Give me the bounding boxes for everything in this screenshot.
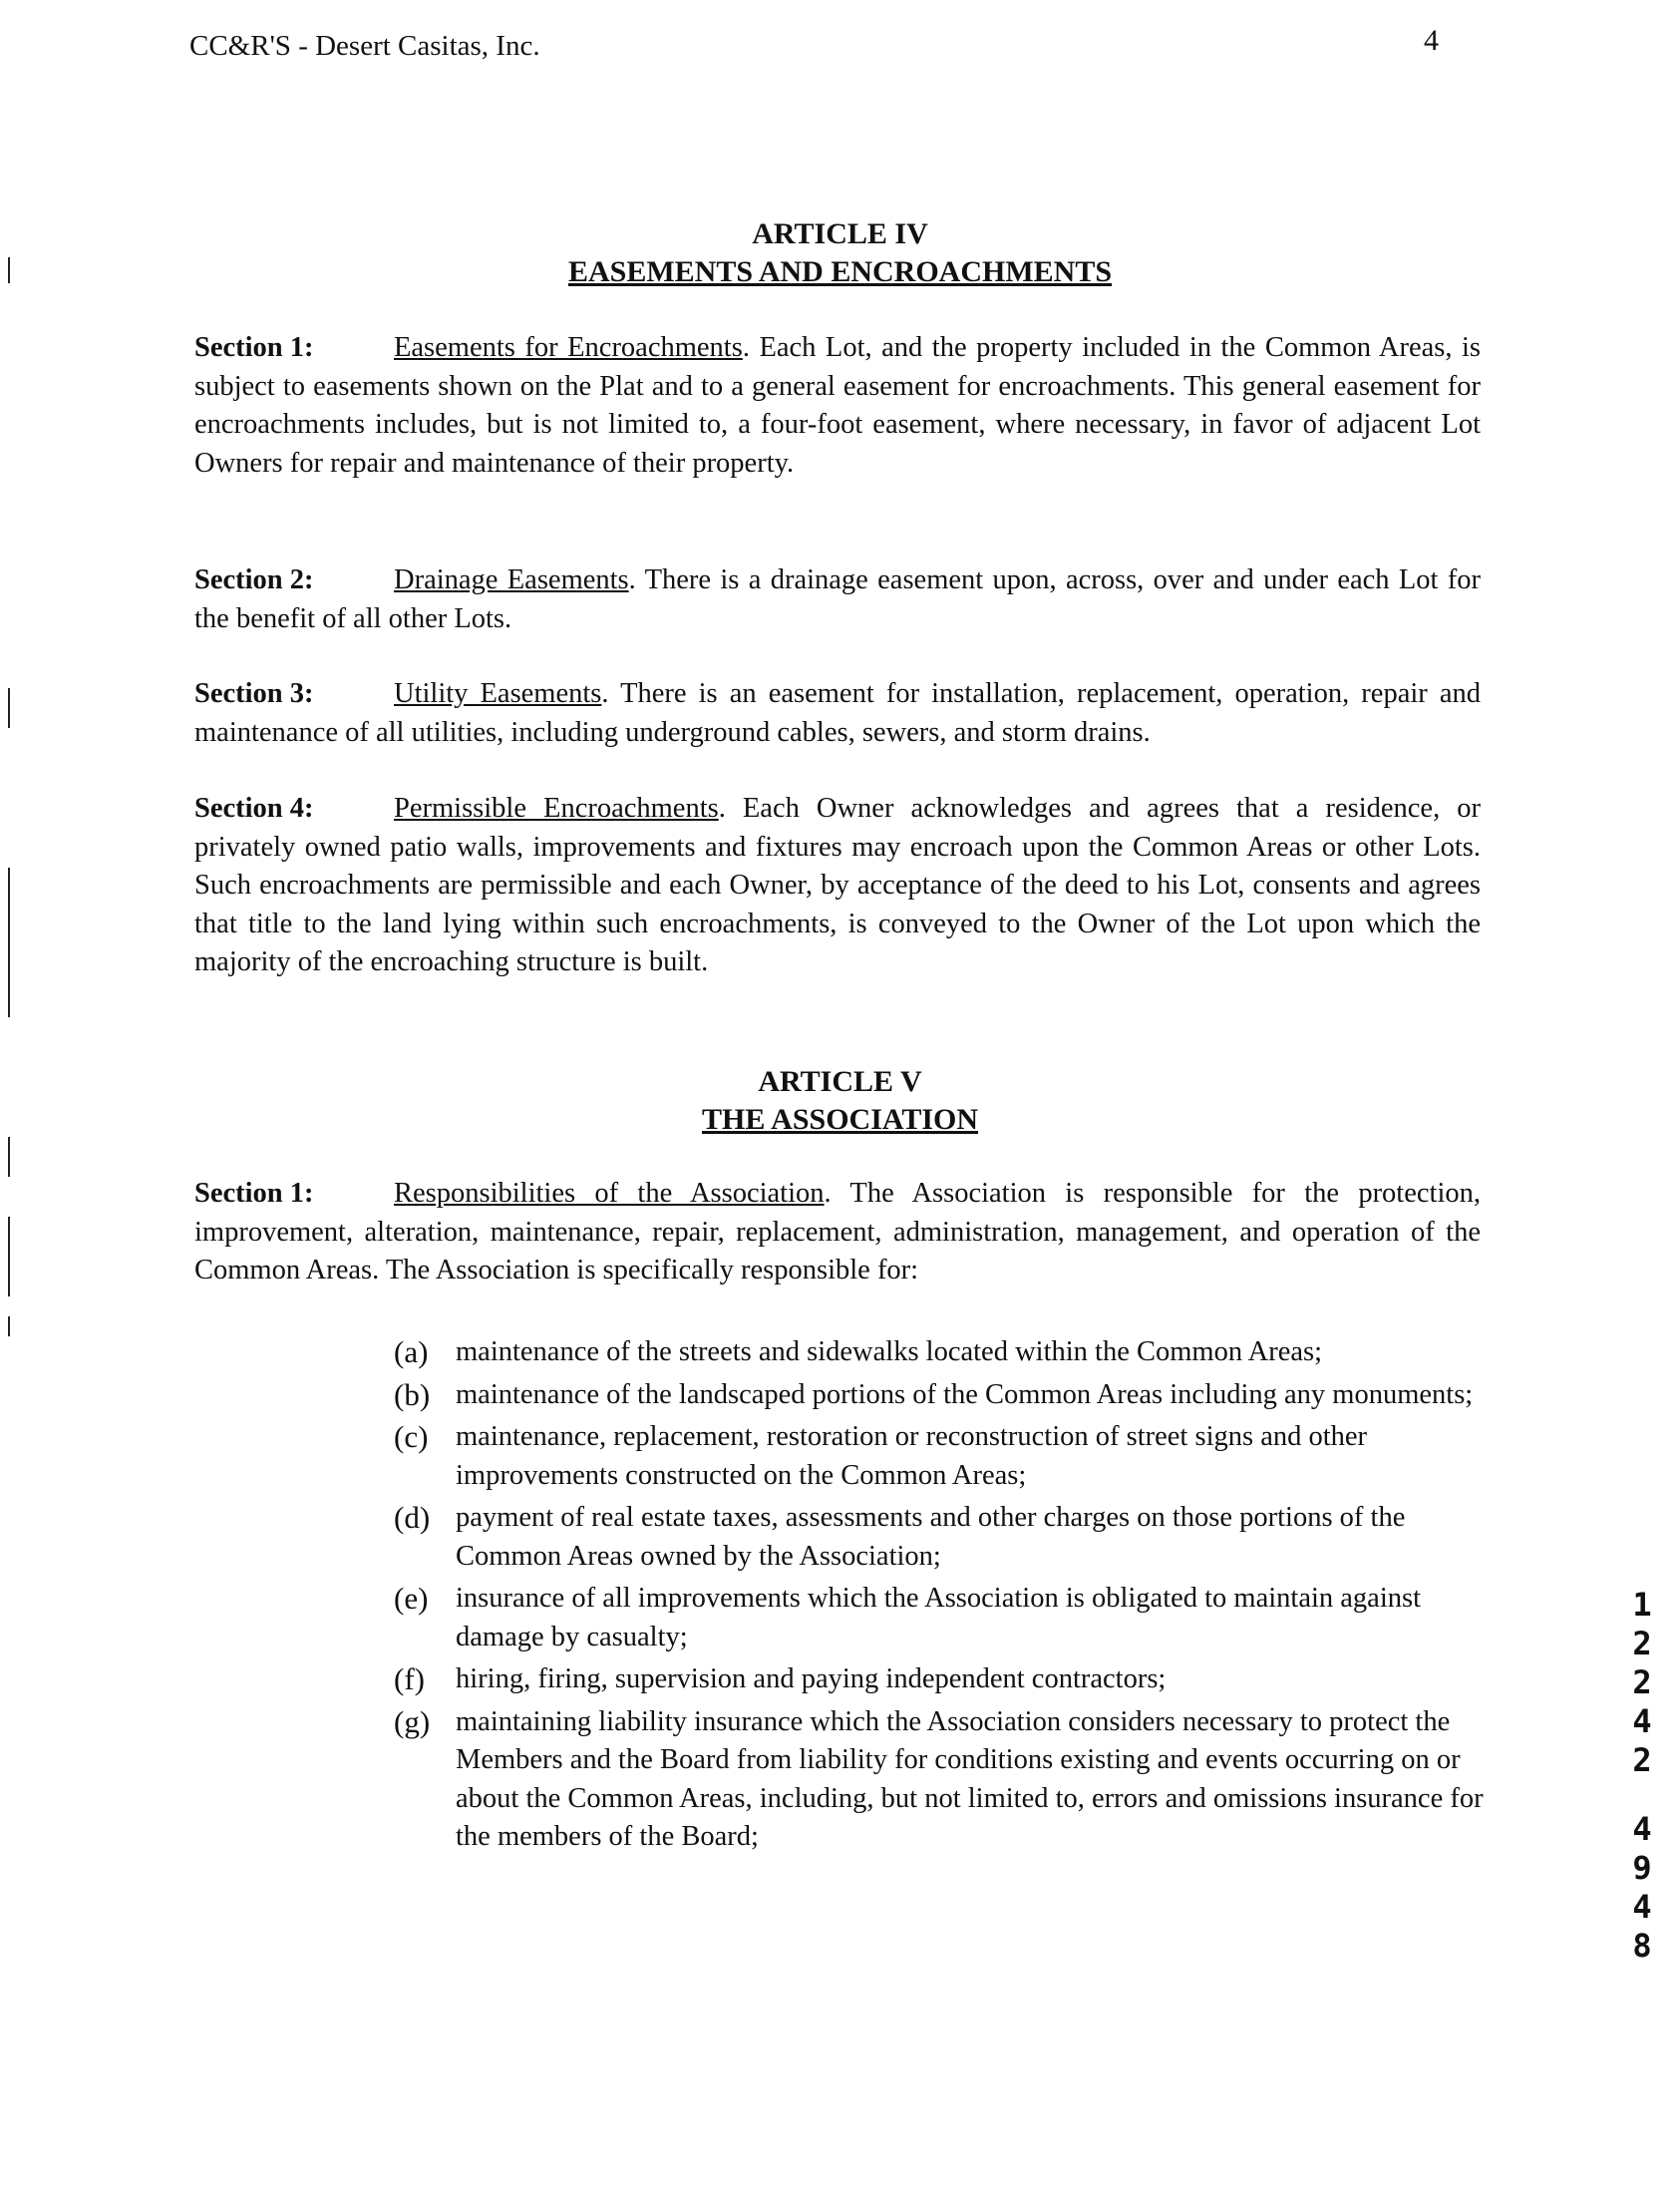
list-letter: (a): [394, 1334, 429, 1369]
list-item: [394, 1499, 1486, 1576]
list-item: [394, 1660, 1486, 1699]
scan-mark: [8, 868, 10, 1017]
article-iv-heading: EASEMENTS AND ENCROACHMENTS: [567, 255, 1113, 288]
article-v-title: ARTICLE V: [758, 1065, 922, 1098]
list-text: maintenance of the landscaped portions of the Common Areas including any monuments;: [456, 1378, 1474, 1410]
recording-digit: 2: [1632, 1663, 1652, 1701]
section-label: Section 3:: [194, 678, 314, 709]
list-letter: (e): [394, 1581, 429, 1616]
section-label: Section 4:: [194, 793, 314, 824]
responsibility-list: [394, 1333, 1486, 1861]
section-title: Easements for Encroachments: [394, 332, 743, 363]
section-title: Utility Easements: [394, 678, 602, 709]
article-v-section-1: Section 1: Responsibilities of the Association. The Association is responsible for the protection, improvement, alteration, maintenance, repair, replacement, administration, management, and operation of the Common Areas. The Association is specifically responsible for:: [194, 1175, 1481, 1290]
section-body: There is an easement for installation, replacement, operation, repair and maintenance of all utilities, including underground cables, sewers, and storm drains.: [194, 678, 1481, 748]
section-title: Permissible Encroachments: [394, 793, 719, 824]
list-item: [394, 1333, 1486, 1372]
page-number: 4: [1424, 24, 1439, 57]
list-letter: (c): [394, 1419, 429, 1454]
recording-digit: 4: [1632, 1702, 1652, 1740]
scan-mark: [8, 688, 10, 728]
section-label: Section 1:: [194, 1178, 314, 1209]
recording-number-top: [1627, 1586, 1657, 1780]
article-iv-section-2: Section 2: Drainage Easements. There is a drainage easement upon, across, over and under each Lot for the benefit of all other Lots.: [194, 561, 1481, 638]
scan-mark: [8, 1217, 10, 1296]
article-v-heading: THE ASSOCIATION: [701, 1103, 979, 1136]
list-text: maintenance, replacement, restoration or reconstruction of street signs and other improvements constructed on the Common Areas;: [456, 1421, 1368, 1491]
recording-digit: 9: [1632, 1849, 1652, 1887]
section-body: Each Lot, and the property included in the Common Areas, is subject to easements shown on the Plat and to a general easement for encroachments. This general easement for encroachments includes, but is not limited to, a four-foot easement, where necessary, in favor of adjacent Lot Owners for repair and maintenance of their property.: [194, 332, 1481, 479]
list-letter: (f): [394, 1661, 425, 1696]
list-item: [394, 1580, 1486, 1656]
list-letter: (b): [394, 1376, 431, 1412]
article-iv-section-3: Section 3: Utility Easements. There is an easement for installation, replacement, operation, repair and maintenance of all utilities, including underground cables, sewers, and storm drains.: [194, 675, 1481, 752]
section-title: Drainage Easements: [394, 564, 629, 595]
list-text: maintaining liability insurance which the Association considers necessary to protect the Members and the Board from liability for conditions existing and events occurring on or about the Common Areas, including, but not limited to, errors and omissions insurance for the members of the Board;: [456, 1705, 1484, 1852]
section-body: There is a drainage easement upon, across, over and under each Lot for the benefit of all other Lots.: [194, 564, 1481, 634]
recording-digit: 4: [1632, 1810, 1652, 1848]
section-body: Each Owner acknowledges and agrees that a residence, or privately owned patio walls, improvements and fixtures may encroach upon the Common Areas or other Lots. Such encroachments are permissible and each Owner, by acceptance of the deed to his Lot, consents and agrees that title to the land lying within such encroachments, is conveyed to the Owner of the Lot upon which the majority of the encroaching structure is built.: [194, 793, 1481, 977]
list-item: [394, 1418, 1486, 1495]
list-text: payment of real estate taxes, assessments and other charges on those portions of the Common Areas owned by the Association;: [456, 1502, 1406, 1572]
scan-mark: [8, 1137, 10, 1177]
section-label: Section 2:: [194, 564, 314, 595]
recording-number-bottom: [1627, 1810, 1657, 1966]
article-iv-title: ARTICLE IV: [752, 217, 928, 250]
article-iv-section-4: Section 4: Permissible Encroachments. Each Owner acknowledges and agrees that a residence, or privately owned patio walls, improvements and fixtures may encroach upon the Common Areas or other Lots. Such encroachments are permissible and each Owner, by acceptance of the deed to his Lot, consents and agrees that title to the land lying within such encroachments, is conveyed to the Owner of the Lot upon which the majority of the encroaching structure is built.: [194, 790, 1481, 982]
document-header-title: CC&R'S - Desert Casitas, Inc.: [189, 30, 540, 62]
recording-digit: 2: [1632, 1625, 1652, 1662]
list-item: [394, 1703, 1486, 1857]
list-text: insurance of all improvements which the Association is obligated to maintain against damage by casualty;: [456, 1583, 1421, 1652]
recording-digit: 2: [1632, 1741, 1652, 1779]
section-title: Responsibilities of the Association: [394, 1178, 825, 1209]
section-body: The Association is responsible for the protection, improvement, alteration, maintenance, repair, replacement, administration, management, and operation of the Common Areas. The Association is specifically responsible for:: [194, 1178, 1481, 1285]
section-label: Section 1:: [194, 332, 314, 363]
list-letter: (d): [394, 1500, 431, 1535]
recording-digit: 1: [1632, 1586, 1652, 1624]
list-text: maintenance of the streets and sidewalks located within the Common Areas;: [456, 1336, 1323, 1367]
list-letter: (g): [394, 1703, 431, 1739]
list-text: hiring, firing, supervision and paying independent contractors;: [456, 1663, 1167, 1694]
recording-digit: 4: [1632, 1888, 1652, 1926]
scan-mark: [8, 1316, 10, 1336]
article-iv-section-1: Section 1: Easements for Encroachments. Each Lot, and the property included in the Common Areas, is subject to easements shown on the Plat and to a general easement for encroachments. This general easement for encroachments includes, but is not limited to, a four-foot easement, where necessary, in favor of adjacent Lot Owners for repair and maintenance of their property.: [194, 329, 1481, 483]
list-item: [394, 1376, 1486, 1415]
recording-digit: 8: [1632, 1927, 1652, 1965]
